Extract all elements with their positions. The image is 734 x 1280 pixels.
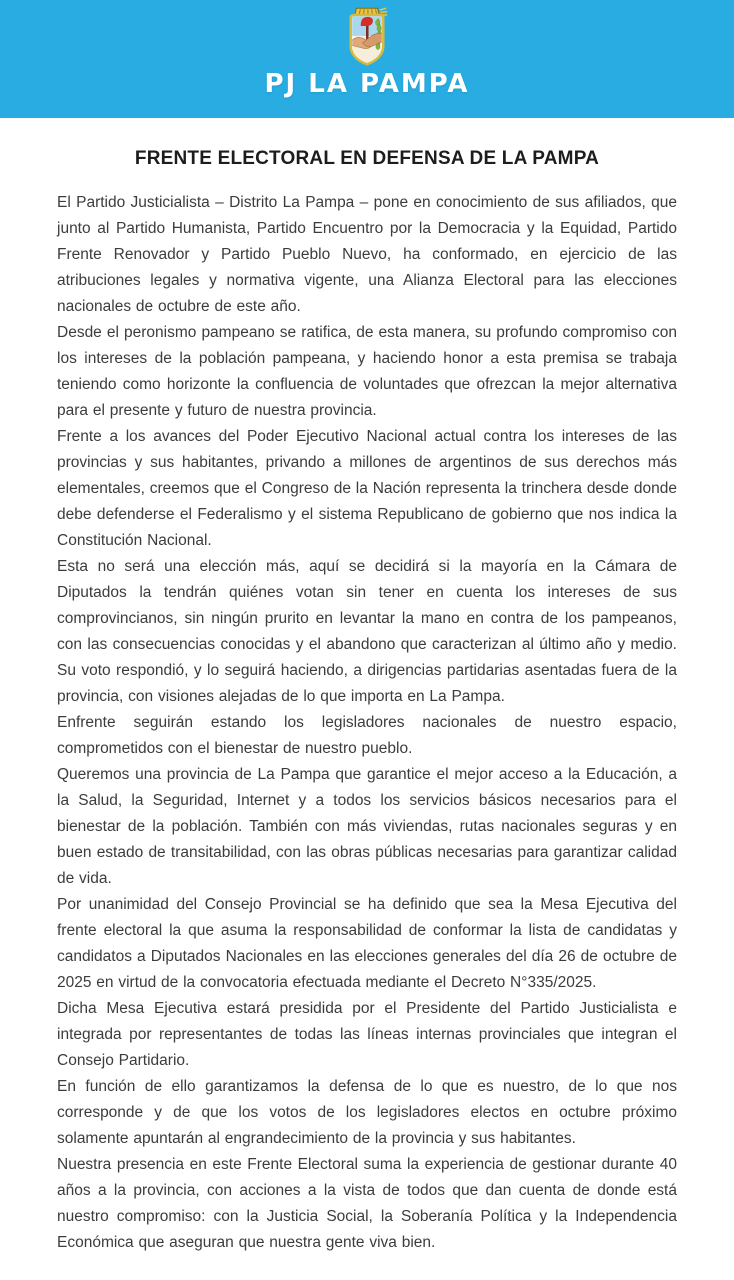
document-body [0, 118, 734, 1256]
document-title: FRENTE ELECTORAL EN DEFENSA DE LA PAMPA [134, 148, 600, 169]
paragraph-7: Por unanimidad del Consejo Provincial se ha definido que sea la Mesa Ejecutiva del frente electoral la que asuma la responsabilidad de conformar la lista de candidatas y candidatos a Diputados Nacionales en las elecciones generales del día 26 de octubre de 2025 en virtud de la convocatoria efectuada mediante el Decreto N°335/2025. [57, 896, 677, 991]
paragraph-8: Dicha Mesa Ejecutiva estará presidida por el Presidente del Partido Justicialista e integrada por representantes de todas las líneas internas provinciales que integran el Consejo Partidario. [57, 1000, 677, 1069]
paragraph-1: El Partido Justicialista – Distrito La Pampa – pone en conocimiento de sus afiliados, que junto al Partido Humanista, Partido Encuentro por la Democracia y la Equidad, Partido Frente Renovador y Partido Pueblo Nuevo, ha conformado, en ejercicio de las atribuciones legales y normativa vigente, una Alianza Electoral para las elecciones nacionales de octubre de este año. [57, 194, 677, 315]
paragraph-6: Queremos una provincia de La Pampa que garantice el mejor acceso a la Educación, a la Salud, la Seguridad, Internet y a todos los servicios básicos necesarios para el bienestar de la población. También con más viviendas, rutas nacionales seguras y en buen estado de transitabilidad, con las obras públicas necesarias para garantizar calidad de vida. [57, 766, 677, 887]
paragraph-5: Enfrente seguirán estando los legisladores nacionales de nuestro espacio, comprometidos con el bienestar de nuestro pueblo. [57, 714, 677, 757]
brand-title: PJ LA PAMPA [264, 69, 470, 99]
document-text [57, 190, 677, 1256]
header-banner [0, 0, 734, 118]
paragraph-3: Frente a los avances del Poder Ejecutivo Nacional actual contra los intereses de las provincias y sus habitantes, privando a millones de argentinos de sus derechos más elementales, creemos que el Congreso de la Nación representa la trinchera desde donde debe defenderse el Federalismo y el sistema Republicano de gobierno que nos indica la Constitución Nacional. [57, 428, 677, 549]
paragraph-4: Esta no será una elección más, aquí se decidirá si la mayoría en la Cámara de Diputados la tendrán quiénes votan sin tener en cuenta los intereses de sus comprovincianos, sin ningún prurito en levantar la mano en contra de los pampeanos, con las consecuencias conocidas y el abandono que caracterizan al último año y medio. Su voto respondió, y lo seguirá haciendo, a dirigencias partidarias asentadas fuera de la provincia, con visiones alejadas de lo que importa en La Pampa. [57, 558, 677, 705]
paragraph-10: Nuestra presencia en este Frente Electoral suma la experiencia de gestionar durante 40 años a la provincia, con acciones a la vista de todos que dan cuenta de donde está nuestro compromiso: con la Justicia Social, la Soberanía Política y la Independencia Económica que aseguran que nuestra gente viva bien. [57, 1156, 677, 1251]
paragraph-2: Desde el peronismo pampeano se ratifica, de esta manera, su profundo compromiso con los intereses de la población pampeana, y haciendo honor a esta premisa se trabaja teniendo como horizonte la confluencia de voluntades que ofrezcan la mejor alternativa para el presente y futuro de nuestra provincia. [57, 324, 677, 419]
pj-shield-logo-icon [344, 7, 390, 67]
paragraph-9: En función de ello garantizamos la defensa de lo que es nuestro, de lo que nos corresponde y de que los votos de los legisladores electos en octubre próximo solamente apuntarán al engrandecimiento de la provincia y sus habitantes. [57, 1078, 677, 1147]
